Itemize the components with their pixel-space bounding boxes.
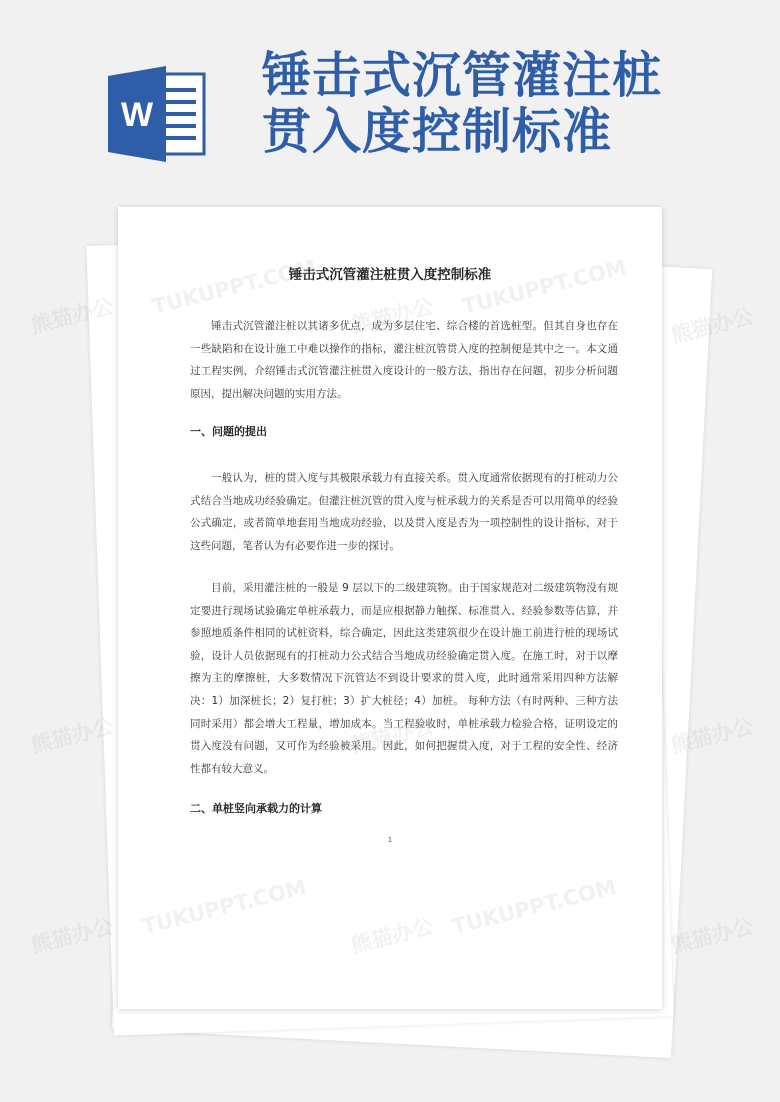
svg-text:W: W: [120, 96, 154, 134]
banner-title-line2: 贯入度控制标准: [262, 103, 613, 160]
watermark-cn: 熊猫办公: [28, 914, 116, 958]
watermark: [668, 910, 757, 959]
banner-title-line1: 锤击式沉管灌注桩: [262, 47, 663, 104]
document-title: 锤击式沉管灌注桩贯入度控制标准: [288, 267, 492, 283]
watermark-cn: 熊猫办公: [668, 304, 756, 348]
watermark-cn: 熊猫办公: [668, 914, 756, 958]
word-icon: [108, 66, 208, 162]
intro-paragraph: 锤击式沉管灌注桩以其诸多优点，成为多层住宅、综合楼的首选桩型。但其自身也存在一些缺陷和在设计施工中难以操作的指标，灌注桩沉管贯入度的控制便是其中之一。本文通过工程实例，介绍锤击式沉管灌注桩贯入度设计的一般方法，指出存在问题，初步分析问题原因，提出解决问题的实用方法。: [190, 320, 618, 400]
section-heading: 二、单桩竖向承载力的计算: [190, 802, 322, 815]
body-paragraph: 目前，采用灌注桩的一般是 9 层以下的二级建筑物。由于国家规范对二级建筑物没有规定要进行现场试验确定单桩承载力，而是应根据静力触探、标准贯入、经验参数等估算，并参照地质条件相同的试桩资料，综合确定，因此这类建筑很少在设计施工前进行桩的现场试验，设计人员依据现有的打桩动力公式结合当地成功经验确定贯入度。在施工时，对于以摩擦为主的摩擦桩，大多数情况下沉管达不到设计要求的贯入度，此时通常采用四种方法解决：1）加深桩长；2）复打桩；3）扩大桩径；4）加桩。 每种方法（有时两种、三种方法同时采用）都会增大工程量，增加成本。当工程验收时，单桩承载力检验合格，证明设定的贯入度没有问题，又可作为经验被采用。因此，如何把握贯入度，对于工程的安全性、经济性都有较大意义。: [190, 582, 618, 775]
body-paragraph: 一般认为，桩的贯入度与其极限承载力有直接关系。贯入度通常依据现有的打桩动力公式结合当地成功经验确定。但灌注桩沉管的贯入度与桩承载力的关系是否可以用简单的经验公式确定，或者简单地套用当地成功经验，以及贯入度是否为一项控制性的设计指标，对于这些问题，笔者认为有必要作进一步的探讨。: [190, 472, 618, 552]
watermark-cn: 熊猫办公: [28, 294, 116, 338]
watermark-cn: 熊猫办公: [28, 714, 116, 758]
watermark-cn: 熊猫办公: [668, 714, 756, 758]
watermark: [28, 910, 117, 959]
section-heading: 一、问题的提出: [190, 425, 267, 438]
document-page: [118, 207, 662, 1009]
page-number: 1: [387, 836, 393, 844]
banner-title: [262, 48, 762, 160]
